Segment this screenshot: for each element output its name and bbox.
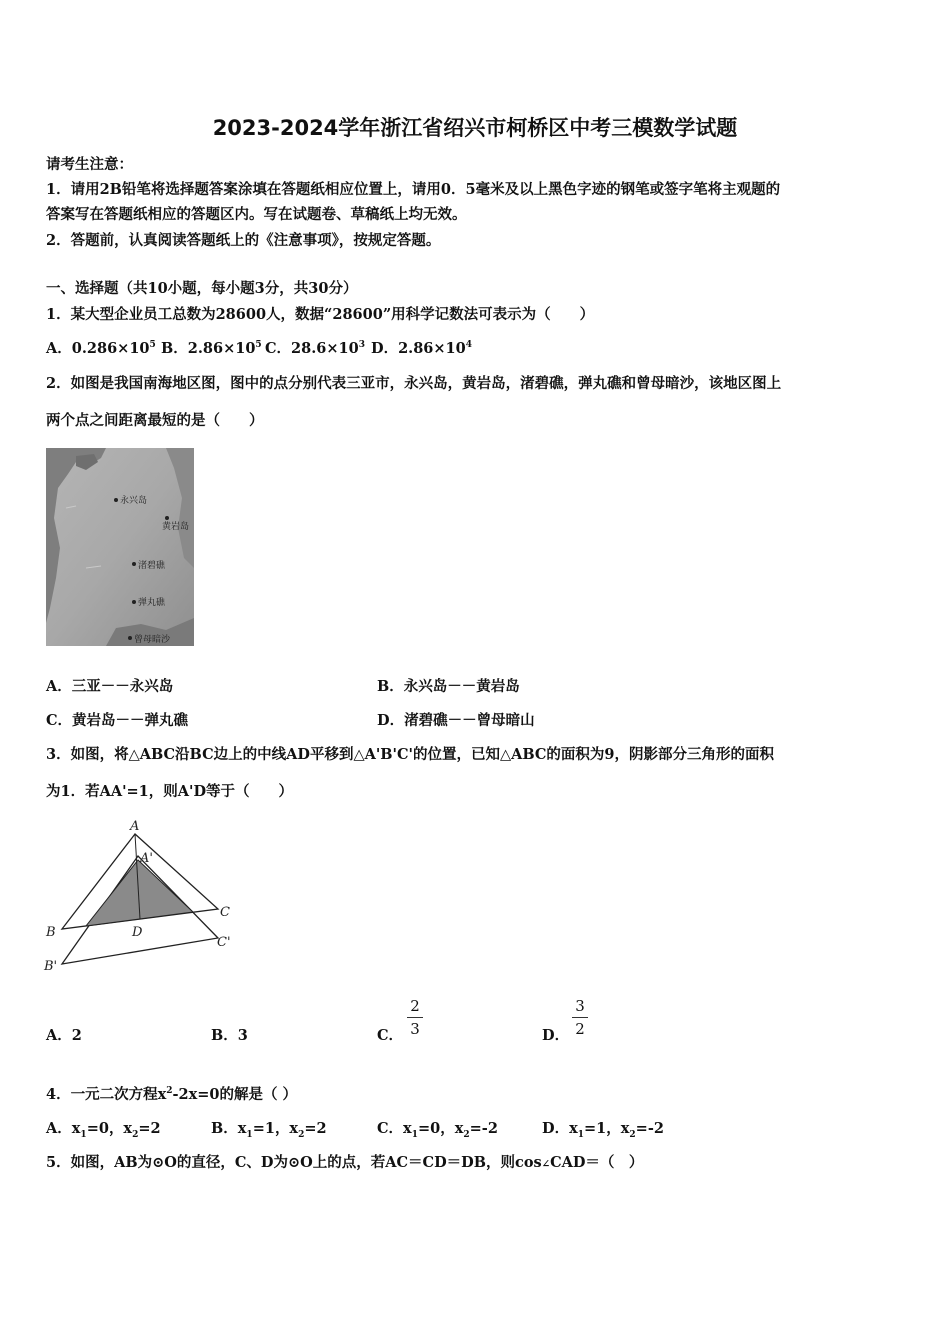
label-b-prime: B' [44, 959, 58, 974]
option-label: B． [161, 340, 188, 357]
q1-option-a[interactable] [46, 337, 156, 358]
option-x1: 0 [98, 1120, 109, 1137]
option-x1: 0 [430, 1120, 441, 1137]
map-point-huangyan [165, 516, 169, 520]
option-label: D． [542, 1027, 570, 1044]
option-exponent: 5 [149, 340, 156, 351]
option-label: C． [377, 1027, 404, 1044]
label-c-prime: C' [217, 935, 231, 950]
fraction-denominator: 2 [575, 1020, 585, 1038]
label-a: A [130, 819, 140, 834]
q4-stem-pre: 4．一元二次方程x [46, 1086, 167, 1103]
q4-option-d[interactable]: D．$x_1=1$，$x_2=-2$ [542, 1120, 664, 1140]
notice-line-2: 答案写在答题纸相应的答题区内。写在试题卷、草稿纸上均无效。 [46, 206, 467, 223]
option-value: 3 [237, 1027, 248, 1044]
option-label: D． [542, 1120, 570, 1137]
option-exponent: 3 [358, 340, 365, 351]
map-point-zhubi [132, 562, 136, 566]
option-label: A． [46, 340, 72, 357]
section-heading: 一、选择题（共10小题，每小题3分，共30分） [46, 280, 358, 297]
option-label: A． [46, 1120, 72, 1137]
option-label: B． [211, 1027, 238, 1044]
label-b: B [46, 925, 56, 940]
q3-option-c[interactable] [377, 1024, 403, 1045]
fraction-bar [572, 1017, 588, 1018]
option-mantissa: 2.86×10 [398, 340, 466, 357]
label-a-prime: A' [140, 851, 153, 866]
option-label: D． [371, 340, 399, 357]
map-label-danwan: 弹丸礁 [138, 598, 166, 608]
q2-option-b[interactable]: B．永兴岛－－黄岩岛 [377, 678, 520, 695]
triangle-translation-figure [40, 816, 250, 981]
q4-stem [46, 1083, 297, 1104]
q4-option-b[interactable]: B．$x_1=1$，$x_2=2$ [211, 1120, 327, 1140]
q3-stem-line-1: 3．如图，将△ABC沿BC边上的中线AD平移到△A'B'C'的位置，已知△ABC的面积为9，阴影部分三角形的面积 [46, 746, 775, 763]
fraction-denominator: 3 [410, 1020, 420, 1038]
option-exponent: 5 [255, 340, 262, 351]
q3-stem-line-2: 为1．若AA'=1，则A'D等于（ ） [46, 783, 294, 800]
fraction-numerator: 3 [575, 997, 585, 1015]
q2-option-d[interactable]: D．渚碧礁－－曾母暗山 [377, 712, 535, 729]
notice-heading: 请考生注意： [46, 156, 133, 173]
q3-option-d-fraction [570, 997, 590, 1038]
option-x1: 1 [596, 1120, 607, 1137]
q2-stem-line-1: 2．如图是我国南海地区图，图中的点分别代表三亚市，永兴岛，黄岩岛，渚碧礁，弹丸礁和曾母暗沙，该地区图上 [46, 375, 782, 392]
map-sea [46, 448, 194, 646]
q4-stem-exponent: 2 [166, 1086, 173, 1097]
map-label-zhubi: 渚碧礁 [138, 561, 166, 571]
map-label-yongxing: 永兴岛 [120, 496, 148, 506]
option-x2: 2 [150, 1120, 161, 1137]
label-c: C [220, 905, 230, 920]
q1-stem: 1．某大型企业员工总数为28600人，数据“28600”用科学记数法可表示为（ ） [46, 306, 595, 323]
q2-stem-line-2: 两个点之间距离最短的是（ ） [46, 412, 264, 429]
option-x2: -2 [647, 1120, 664, 1137]
map-point-yongxing [114, 498, 118, 502]
page-title: 2023-2024学年浙江省绍兴市柯桥区中考三模数学试题 [212, 116, 738, 140]
q5-stem-pre: 5．如图，AB为⊙O的直径，C、D为⊙O上的点，若AC＝CD＝DB，则cos [46, 1154, 542, 1171]
angle-symbol: ∠ [541, 1159, 551, 1170]
fraction-numerator: 2 [410, 997, 420, 1015]
label-d: D [132, 925, 143, 940]
q1-option-c[interactable] [265, 337, 365, 358]
q2-option-a[interactable]: A．三亚－－永兴岛 [46, 678, 174, 695]
q3-option-a[interactable] [46, 1024, 82, 1045]
notice-line-3: 2．答题前，认真阅读答题纸上的《注意事项》，按规定答题。 [46, 232, 441, 249]
option-value: 2 [71, 1027, 82, 1044]
q3-option-c-fraction [405, 997, 425, 1038]
q4-option-c[interactable]: C．$x_1=0$，$x_2=-2$ [377, 1120, 498, 1140]
q1-option-d[interactable] [371, 337, 472, 358]
map-label-huangyan: 黄岩岛 [162, 522, 190, 532]
option-mantissa: 2.86×10 [187, 340, 256, 357]
notice-line-1: 1．请用2B铅笔将选择题答案涂填在答题纸相应位置上，请用0．5毫米及以上黑色字迹的钢笔或签字笔将主观题的 [46, 181, 781, 198]
option-label: C． [265, 340, 292, 357]
option-mantissa: 0.286×10 [71, 340, 150, 357]
map-label-zengmu: 曾母暗沙 [134, 635, 171, 645]
map-point-zengmu [128, 636, 132, 640]
option-label: B． [211, 1120, 238, 1137]
map-point-danwan [132, 600, 136, 604]
option-x1: 1 [264, 1120, 275, 1137]
option-label: A． [46, 1027, 72, 1044]
fraction-bar [407, 1017, 423, 1018]
map-graphic [46, 448, 194, 646]
q2-option-c[interactable]: C．黄岩岛－－弹丸礁 [46, 712, 189, 729]
q5-stem [46, 1151, 643, 1172]
q4-stem-post: -2x=0的解是（ ） [172, 1086, 298, 1103]
option-x2: 2 [316, 1120, 327, 1137]
q3-option-b[interactable] [211, 1024, 248, 1045]
option-label: C． [377, 1120, 404, 1137]
option-mantissa: 28.6×10 [291, 340, 359, 357]
option-x2: -2 [481, 1120, 498, 1137]
option-exponent: 4 [465, 340, 472, 351]
q3-option-d[interactable] [542, 1024, 569, 1045]
south-china-sea-map [46, 448, 194, 646]
q1-option-b[interactable] [161, 337, 262, 358]
q4-option-a[interactable]: A．$x_1=0$，$x_2=2$ [46, 1120, 161, 1140]
q5-stem-post: CAD＝（ ） [550, 1154, 644, 1171]
